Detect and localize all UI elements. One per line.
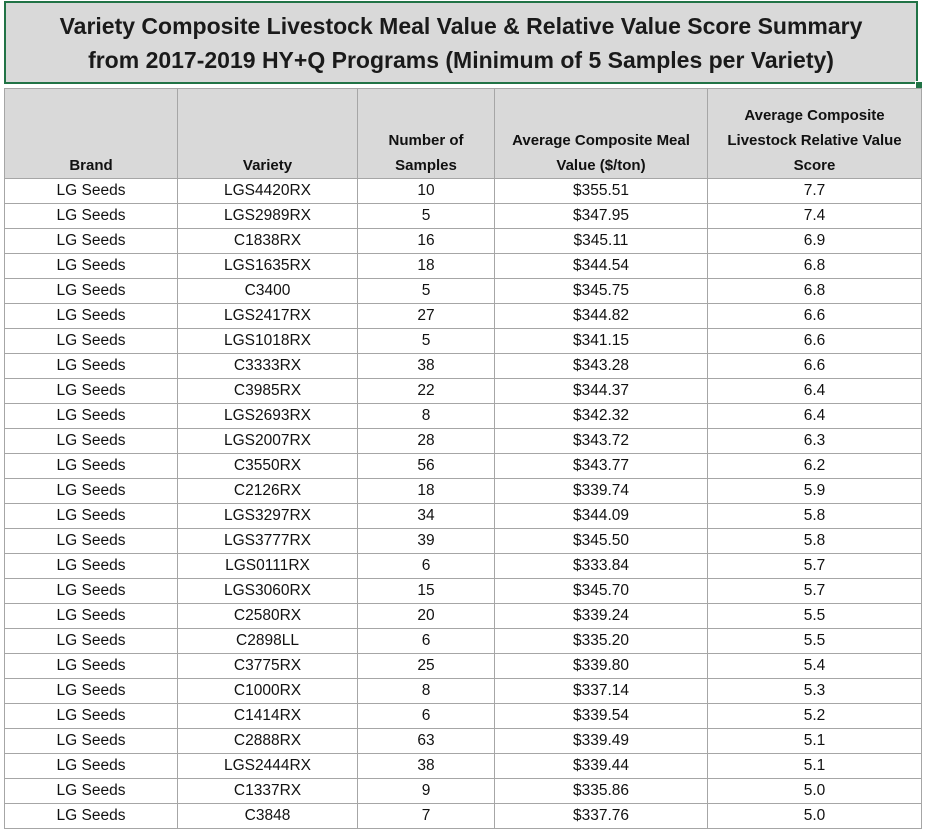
cell-meal-value[interactable]: $344.09 <box>495 504 708 529</box>
cell-variety[interactable]: C1838RX <box>178 229 358 254</box>
table-row <box>5 204 922 229</box>
table-title-line-1: Variety Composite Livestock Meal Value & Relative Value Score Summary <box>59 12 863 39</box>
cell-brand[interactable]: LG Seeds <box>5 379 178 404</box>
cell-samples[interactable]: 18 <box>358 479 495 504</box>
cell-variety[interactable]: C2898LL <box>178 629 358 654</box>
table-row <box>5 729 922 754</box>
cell-samples[interactable]: 27 <box>358 304 495 329</box>
table-row <box>5 179 922 204</box>
cell-variety[interactable]: LGS4420RX <box>178 179 358 204</box>
cell-samples[interactable]: 5 <box>358 279 495 304</box>
cell-meal-value[interactable]: $339.74 <box>495 479 708 504</box>
table-row <box>5 504 922 529</box>
cell-score[interactable]: 5.5 <box>708 604 922 629</box>
cell-samples[interactable]: 63 <box>358 729 495 754</box>
table-row <box>5 254 922 279</box>
cell-meal-value[interactable]: $339.80 <box>495 654 708 679</box>
cell-brand[interactable]: LG Seeds <box>5 304 178 329</box>
cell-score[interactable]: 5.0 <box>708 779 922 804</box>
cell-meal-value[interactable]: $355.51 <box>495 179 708 204</box>
cell-score[interactable]: 7.7 <box>708 179 922 204</box>
cell-brand[interactable]: LG Seeds <box>5 279 178 304</box>
table-row <box>5 804 922 829</box>
cell-brand[interactable]: LG Seeds <box>5 529 178 554</box>
cell-meal-value[interactable]: $345.75 <box>495 279 708 304</box>
cell-brand[interactable]: LG Seeds <box>5 629 178 654</box>
table-row <box>5 704 922 729</box>
cell-brand[interactable]: LG Seeds <box>5 779 178 804</box>
table-row <box>5 404 922 429</box>
cell-samples[interactable]: 25 <box>358 654 495 679</box>
cell-score[interactable]: 5.9 <box>708 479 922 504</box>
cell-samples[interactable]: 38 <box>358 754 495 779</box>
cell-samples[interactable]: 7 <box>358 804 495 829</box>
cell-meal-value[interactable]: $339.54 <box>495 704 708 729</box>
cell-samples[interactable]: 34 <box>358 504 495 529</box>
cell-score[interactable]: 5.5 <box>708 629 922 654</box>
cell-brand[interactable]: LG Seeds <box>5 504 178 529</box>
cell-meal-value[interactable]: $343.72 <box>495 429 708 454</box>
cell-meal-value[interactable]: $339.49 <box>495 729 708 754</box>
cell-samples[interactable]: 38 <box>358 354 495 379</box>
table-row <box>5 654 922 679</box>
table-row <box>5 554 922 579</box>
cell-samples[interactable]: 16 <box>358 229 495 254</box>
cell-variety[interactable]: C3775RX <box>178 654 358 679</box>
table-row <box>5 429 922 454</box>
cell-score[interactable]: 5.0 <box>708 804 922 829</box>
cell-brand[interactable]: LG Seeds <box>5 254 178 279</box>
header-number-of-samples[interactable]: Number of Samples <box>358 89 495 179</box>
cell-variety[interactable]: C2126RX <box>178 479 358 504</box>
header-average-meal-value[interactable]: Average Composite Meal Value ($/ton) <box>495 89 708 179</box>
cell-brand[interactable]: LG Seeds <box>5 579 178 604</box>
cell-meal-value[interactable]: $335.86 <box>495 779 708 804</box>
cell-variety[interactable]: C2888RX <box>178 729 358 754</box>
table-row <box>5 229 922 254</box>
cell-meal-value[interactable]: $342.32 <box>495 404 708 429</box>
table-row <box>5 329 922 354</box>
cell-variety[interactable]: LGS2444RX <box>178 754 358 779</box>
cell-samples[interactable]: 6 <box>358 554 495 579</box>
cell-variety[interactable]: C3985RX <box>178 379 358 404</box>
cell-samples[interactable]: 39 <box>358 529 495 554</box>
cell-samples[interactable]: 9 <box>358 779 495 804</box>
cell-brand[interactable]: LG Seeds <box>5 804 178 829</box>
table-row <box>5 579 922 604</box>
table-row <box>5 629 922 654</box>
cell-meal-value[interactable]: $343.77 <box>495 454 708 479</box>
cell-score[interactable]: 6.3 <box>708 429 922 454</box>
cell-samples[interactable]: 6 <box>358 704 495 729</box>
cell-score[interactable]: 5.3 <box>708 679 922 704</box>
cell-meal-value[interactable]: $345.70 <box>495 579 708 604</box>
cell-variety[interactable]: LGS2693RX <box>178 404 358 429</box>
cell-score[interactable]: 6.6 <box>708 354 922 379</box>
cell-brand[interactable]: LG Seeds <box>5 479 178 504</box>
cell-score[interactable]: 6.6 <box>708 304 922 329</box>
cell-samples[interactable]: 8 <box>358 404 495 429</box>
cell-brand[interactable]: LG Seeds <box>5 329 178 354</box>
cell-score[interactable]: 5.7 <box>708 579 922 604</box>
cell-brand[interactable]: LG Seeds <box>5 179 178 204</box>
cell-samples[interactable]: 56 <box>358 454 495 479</box>
cell-samples[interactable]: 5 <box>358 204 495 229</box>
cell-score[interactable]: 6.4 <box>708 379 922 404</box>
cell-samples[interactable]: 28 <box>358 429 495 454</box>
cell-samples[interactable]: 20 <box>358 604 495 629</box>
cell-score[interactable]: 5.1 <box>708 754 922 779</box>
cell-score[interactable]: 5.8 <box>708 529 922 554</box>
table-title-cell[interactable] <box>4 1 918 84</box>
cell-meal-value[interactable]: $333.84 <box>495 554 708 579</box>
cell-samples[interactable]: 10 <box>358 179 495 204</box>
cell-brand[interactable]: LG Seeds <box>5 679 178 704</box>
cell-brand[interactable]: LG Seeds <box>5 429 178 454</box>
cell-meal-value[interactable]: $337.76 <box>495 804 708 829</box>
cell-variety[interactable]: LGS0111RX <box>178 554 358 579</box>
cell-brand[interactable]: LG Seeds <box>5 229 178 254</box>
cell-meal-value[interactable]: $337.14 <box>495 679 708 704</box>
cell-samples[interactable]: 6 <box>358 629 495 654</box>
cell-variety[interactable]: LGS3777RX <box>178 529 358 554</box>
header-row <box>5 89 922 179</box>
table-row <box>5 354 922 379</box>
cell-variety[interactable]: C1337RX <box>178 779 358 804</box>
table-row <box>5 754 922 779</box>
cell-brand[interactable]: LG Seeds <box>5 404 178 429</box>
table-row <box>5 529 922 554</box>
cell-brand[interactable]: LG Seeds <box>5 654 178 679</box>
table-row <box>5 779 922 804</box>
cell-variety[interactable]: C3848 <box>178 804 358 829</box>
cell-variety[interactable]: C1000RX <box>178 679 358 704</box>
cell-variety[interactable]: LGS1635RX <box>178 254 358 279</box>
cell-brand[interactable]: LG Seeds <box>5 604 178 629</box>
cell-meal-value[interactable]: $345.50 <box>495 529 708 554</box>
cell-variety[interactable]: LGS1018RX <box>178 329 358 354</box>
cell-meal-value[interactable]: $335.20 <box>495 629 708 654</box>
cell-brand[interactable]: LG Seeds <box>5 204 178 229</box>
cell-variety[interactable]: LGS2007RX <box>178 429 358 454</box>
cell-samples[interactable]: 15 <box>358 579 495 604</box>
cell-score[interactable]: 6.6 <box>708 329 922 354</box>
cell-score[interactable]: 6.8 <box>708 254 922 279</box>
cell-score[interactable]: 6.2 <box>708 454 922 479</box>
cell-brand[interactable]: LG Seeds <box>5 704 178 729</box>
cell-score[interactable]: 7.4 <box>708 204 922 229</box>
cell-variety[interactable]: LGS2989RX <box>178 204 358 229</box>
cell-brand[interactable]: LG Seeds <box>5 354 178 379</box>
table-title-line-2: from 2017-2019 HY+Q Programs (Minimum of 5 Samples per Variety) <box>88 46 834 73</box>
summary-table <box>4 88 922 829</box>
cell-score[interactable]: 5.7 <box>708 554 922 579</box>
table-row <box>5 379 922 404</box>
cell-score[interactable]: 6.9 <box>708 229 922 254</box>
cell-variety[interactable]: C1414RX <box>178 704 358 729</box>
cell-variety[interactable]: C3400 <box>178 279 358 304</box>
header-variety[interactable]: Variety <box>178 89 358 179</box>
cell-meal-value[interactable]: $341.15 <box>495 329 708 354</box>
cell-meal-value[interactable]: $344.37 <box>495 379 708 404</box>
cell-variety[interactable]: C3550RX <box>178 454 358 479</box>
table-row <box>5 454 922 479</box>
cell-meal-value[interactable]: $339.44 <box>495 754 708 779</box>
header-brand[interactable]: Brand <box>5 89 178 179</box>
cell-score[interactable]: 5.1 <box>708 729 922 754</box>
table-row <box>5 679 922 704</box>
table-row <box>5 279 922 304</box>
cell-samples[interactable]: 8 <box>358 679 495 704</box>
cell-variety[interactable]: C2580RX <box>178 604 358 629</box>
cell-variety[interactable]: LGS3297RX <box>178 504 358 529</box>
cell-variety[interactable]: LGS2417RX <box>178 304 358 329</box>
cell-score[interactable]: 5.2 <box>708 704 922 729</box>
cell-meal-value[interactable]: $344.54 <box>495 254 708 279</box>
cell-meal-value[interactable]: $339.24 <box>495 604 708 629</box>
cell-samples[interactable]: 5 <box>358 329 495 354</box>
cell-samples[interactable]: 18 <box>358 254 495 279</box>
cell-meal-value[interactable]: $345.11 <box>495 229 708 254</box>
cell-samples[interactable]: 22 <box>358 379 495 404</box>
cell-meal-value[interactable]: $344.82 <box>495 304 708 329</box>
table-row <box>5 304 922 329</box>
cell-score[interactable]: 5.8 <box>708 504 922 529</box>
table-row <box>5 479 922 504</box>
cell-brand[interactable]: LG Seeds <box>5 554 178 579</box>
cell-brand[interactable]: LG Seeds <box>5 729 178 754</box>
table-row <box>5 604 922 629</box>
cell-score[interactable]: 5.4 <box>708 654 922 679</box>
cell-meal-value[interactable]: $347.95 <box>495 204 708 229</box>
cell-score[interactable]: 6.8 <box>708 279 922 304</box>
cell-brand[interactable]: LG Seeds <box>5 754 178 779</box>
cell-score[interactable]: 6.4 <box>708 404 922 429</box>
cell-meal-value[interactable]: $343.28 <box>495 354 708 379</box>
cell-variety[interactable]: LGS3060RX <box>178 579 358 604</box>
cell-variety[interactable]: C3333RX <box>178 354 358 379</box>
header-relative-value-score[interactable]: Average Composite Livestock Relative Value Score <box>708 89 922 179</box>
cell-brand[interactable]: LG Seeds <box>5 454 178 479</box>
